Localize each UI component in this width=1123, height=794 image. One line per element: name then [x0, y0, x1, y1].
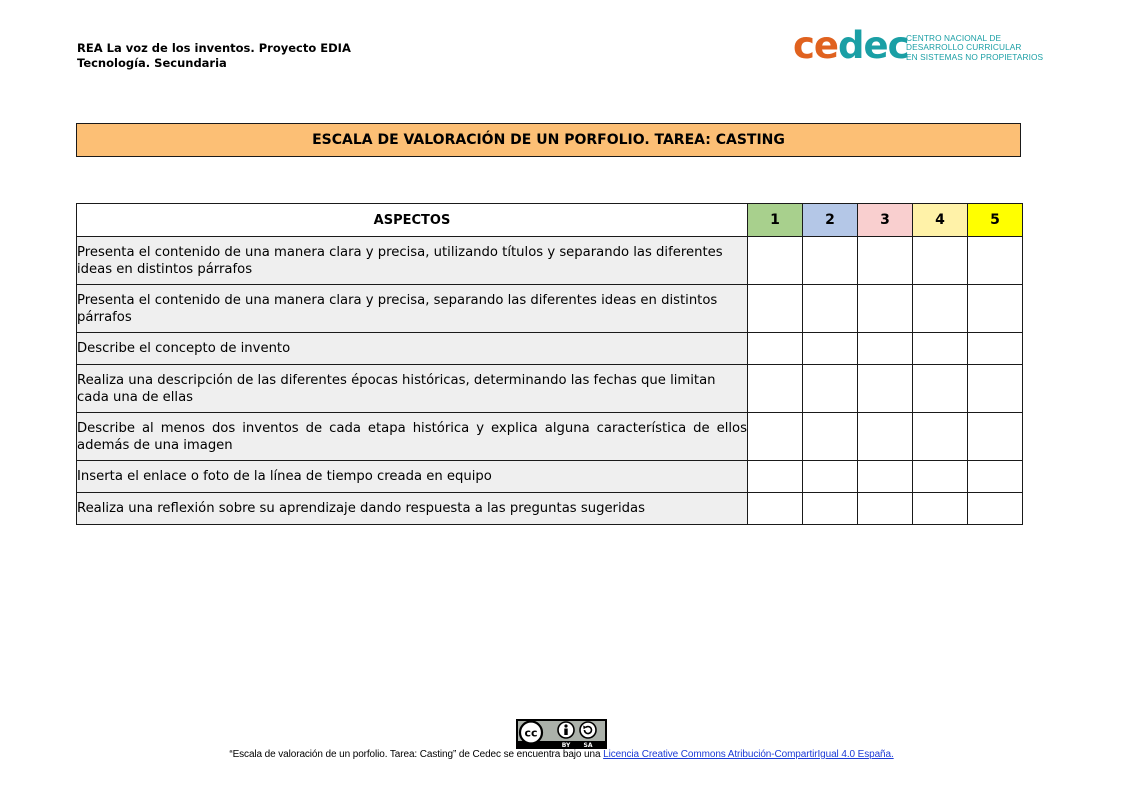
- rating-cell[interactable]: [748, 365, 803, 413]
- rating-cell[interactable]: [803, 493, 858, 525]
- aspects-column-header: ASPECTOS: [77, 204, 748, 237]
- rating-cell[interactable]: [968, 461, 1023, 493]
- table-row: [77, 285, 1023, 333]
- level-3-header: 3: [858, 204, 913, 237]
- level-1-header: 1: [748, 204, 803, 237]
- rating-cell[interactable]: [913, 237, 968, 285]
- aspect-text: Presenta el contenido de una manera clara y precisa, separando las diferentes ideas en distintos párrafos: [77, 285, 748, 333]
- rating-cell[interactable]: [748, 237, 803, 285]
- aspect-text: Realiza una descripción de las diferentes épocas históricas, determinando las fechas que limitan cada una de ellas: [77, 365, 748, 413]
- rating-cell[interactable]: [803, 461, 858, 493]
- rating-cell[interactable]: [858, 333, 913, 365]
- aspect-text: Presenta el contenido de una manera clara y precisa, utilizando títulos y separando las diferentes ideas en distintos párrafos: [77, 237, 748, 285]
- document-header: [77, 41, 351, 71]
- table-row: [77, 413, 1023, 461]
- svg-text:cc: cc: [524, 726, 538, 740]
- level-5-header: 5: [968, 204, 1023, 237]
- cedec-tagline: CENTRO NACIONAL DE DESARROLLO CURRICULAR EN SISTEMAS NO PROPIETARIOS: [906, 33, 1044, 62]
- cc-license-icon: [516, 719, 607, 749]
- rating-cell[interactable]: [858, 493, 913, 525]
- rating-cell[interactable]: [803, 413, 858, 461]
- aspect-text: Inserta el enlace o foto de la línea de tiempo creada en equipo: [77, 461, 748, 493]
- rating-cell[interactable]: [803, 285, 858, 333]
- rating-cell[interactable]: [968, 333, 1023, 365]
- rating-cell[interactable]: [748, 333, 803, 365]
- level-2-header: 2: [803, 204, 858, 237]
- license-statement: “Escala de valoración de un porfolio. Tarea: Casting” de Cedec se encuentra bajo una: [229, 749, 604, 760]
- cedec-wordmark: cedec: [793, 24, 909, 67]
- rating-cell[interactable]: [913, 413, 968, 461]
- svg-text:SA: SA: [583, 742, 593, 749]
- rating-cell[interactable]: [803, 365, 858, 413]
- rating-cell[interactable]: [968, 365, 1023, 413]
- header-subject-line: Tecnología. Secundaria: [77, 56, 227, 70]
- rating-cell[interactable]: [968, 237, 1023, 285]
- page-title: [76, 123, 1021, 157]
- level-4-header: 4: [913, 204, 968, 237]
- rating-cell[interactable]: [913, 493, 968, 525]
- rating-cell[interactable]: [968, 413, 1023, 461]
- table-header-row: [77, 204, 1023, 237]
- header-project-line: REA La voz de los inventos. Proyecto EDIA: [77, 41, 351, 55]
- table-row: [77, 461, 1023, 493]
- aspect-text: Describe el concepto de invento: [77, 333, 748, 365]
- rating-cell[interactable]: [858, 365, 913, 413]
- rating-cell[interactable]: [858, 285, 913, 333]
- rating-cell[interactable]: [968, 285, 1023, 333]
- rating-cell[interactable]: [858, 461, 913, 493]
- rating-cell[interactable]: [858, 413, 913, 461]
- svg-text:BY: BY: [561, 742, 571, 749]
- table-row: [77, 333, 1023, 365]
- license-footer: [0, 749, 1123, 760]
- license-link[interactable]: Licencia Creative Commons Atribución-CompartirIgual 4.0 España.: [603, 749, 894, 760]
- rating-cell[interactable]: [913, 285, 968, 333]
- rating-cell[interactable]: [913, 461, 968, 493]
- rating-cell[interactable]: [803, 237, 858, 285]
- rating-cell[interactable]: [913, 333, 968, 365]
- rating-cell[interactable]: [968, 493, 1023, 525]
- aspect-text: Describe al menos dos inventos de cada etapa histórica y explica alguna característica de ellos además de una imagen: [77, 413, 748, 461]
- rating-cell[interactable]: [803, 333, 858, 365]
- rating-cell[interactable]: [748, 493, 803, 525]
- table-row: [77, 493, 1023, 525]
- aspect-text: Realiza una reflexión sobre su aprendizaje dando respuesta a las preguntas sugeridas: [77, 493, 748, 525]
- rating-cell[interactable]: [748, 413, 803, 461]
- table-row: [77, 237, 1023, 285]
- rating-cell[interactable]: [913, 365, 968, 413]
- rating-scale-table: [76, 203, 1023, 525]
- cedec-logo: [793, 24, 1053, 68]
- page-title-text: ESCALA DE VALORACIÓN DE UN PORFOLIO. TAREA: CASTING: [312, 132, 785, 148]
- rating-cell[interactable]: [858, 237, 913, 285]
- table-row: [77, 365, 1023, 413]
- cc-by-sa-badge[interactable]: [516, 719, 607, 749]
- rating-cell[interactable]: [748, 285, 803, 333]
- rating-cell[interactable]: [748, 461, 803, 493]
